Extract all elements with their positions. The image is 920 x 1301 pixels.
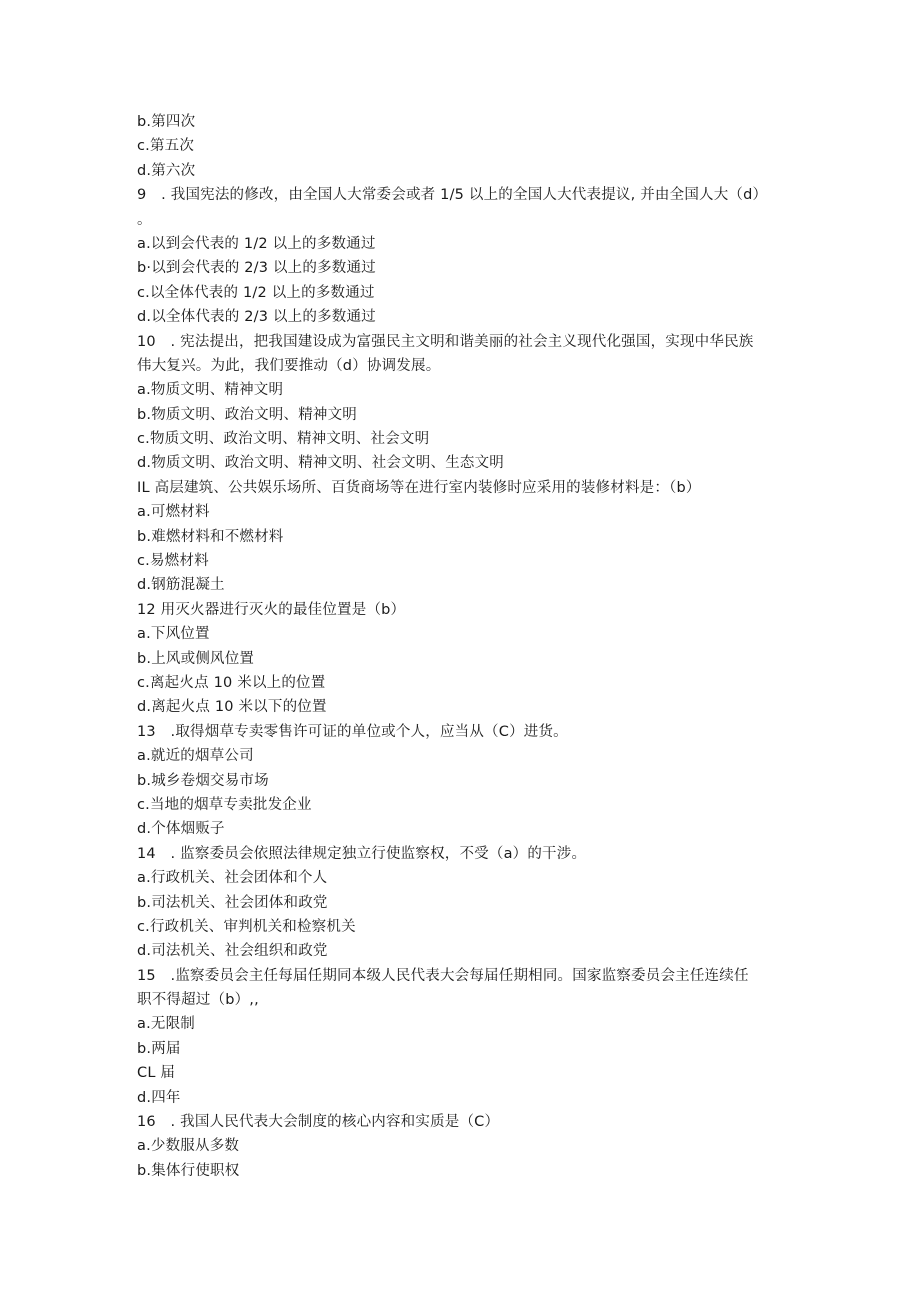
option-line: CL 届 (137, 1065, 176, 1082)
document-body (137, 110, 782, 1183)
option-line: a.无限制 (137, 1016, 195, 1033)
option-line: b.物质文明、政治文明、精神文明 (137, 406, 358, 423)
option-line: c.离起火点 10 米以上的位置 (137, 674, 326, 691)
option-line: d.钢筋混凝土 (137, 577, 225, 594)
option-line: d.第六次 (137, 162, 196, 179)
option-line: b·以到会代表的 2/3 以上的多数通过 (137, 260, 376, 277)
question-14: 14 . 监察委员会依照法律规定独立行使监察权，不受（a）的干涉。 (137, 845, 587, 862)
question-13: 13 .取得烟草专卖零售许可证的单位或个人，应当从（C）进货。 (137, 723, 568, 740)
option-line: d.物质文明、政治文明、精神文明、社会文明、生态文明 (137, 455, 505, 472)
question-9-continuation: 。 (137, 211, 152, 228)
option-line: b.集体行使职权 (137, 1162, 240, 1179)
option-line: a.就近的烟草公司 (137, 748, 254, 765)
option-line: d.个体烟贩子 (137, 821, 225, 838)
option-line: a.可燃材料 (137, 504, 210, 521)
option-line: b.两届 (137, 1040, 181, 1057)
option-line: c.当地的烟草专卖批发企业 (137, 796, 312, 813)
option-line: a.以到会代表的 1/2 以上的多数通过 (137, 235, 376, 252)
option-line: b.城乡卷烟交易市场 (137, 772, 269, 789)
option-line: c.行政机关、审判机关和检察机关 (137, 918, 356, 935)
option-line: a.少数服从多数 (137, 1138, 240, 1155)
question-15: 15 .监察委员会主任每届任期同本级人民代表大会每届任期相同。国家监察委员会主任连续任 (137, 967, 749, 984)
question-10-continuation: 伟大复兴。为此，我们要推动（d）协调发展。 (137, 357, 441, 374)
option-line: d.以全体代表的 2/3 以上的多数通过 (137, 309, 376, 326)
option-line: c.易燃材料 (137, 553, 209, 570)
option-line: c.物质文明、政治文明、精神文明、社会文明 (137, 431, 430, 448)
option-line: d.离起火点 10 米以下的位置 (137, 699, 327, 716)
option-line: b.难燃材料和不燃材料 (137, 528, 284, 545)
option-line: d.四年 (137, 1089, 181, 1106)
option-line: a.下风位置 (137, 626, 210, 643)
option-line: d.司法机关、社会组织和政党 (137, 943, 328, 960)
question-16: 16 . 我国人民代表大会制度的核心内容和实质是（C） (137, 1114, 500, 1131)
question-10: 10 . 宪法提出，把我国建设成为富强民主文明和谐美丽的社会主义现代化强国，实现中华民族 (137, 333, 754, 350)
option-line: c.第五次 (137, 138, 195, 155)
option-line: b.司法机关、社会团体和政党 (137, 894, 328, 911)
option-line: c.以全体代表的 1/2 以上的多数通过 (137, 284, 375, 301)
question-12: 12 用灭火器进行灭火的最佳位置是（b） (137, 601, 406, 618)
question-11: IL 高层建筑、公共娱乐场所、百货商场等在进行室内装修时应采用的装修材料是：（b） (137, 479, 701, 496)
question-15-continuation: 职不得超过（b）,, (137, 992, 259, 1009)
option-line: a.行政机关、社会团体和个人 (137, 870, 328, 887)
question-9: 9 . 我国宪法的修改，由全国人大常委会或者 1/5 以上的全国人大代表提议, 并由全国人大（d） (137, 187, 768, 204)
option-line: a.物质文明、精神文明 (137, 382, 284, 399)
option-line: b.上风或侧风位置 (137, 650, 255, 667)
option-line: b.第四次 (137, 114, 196, 130)
